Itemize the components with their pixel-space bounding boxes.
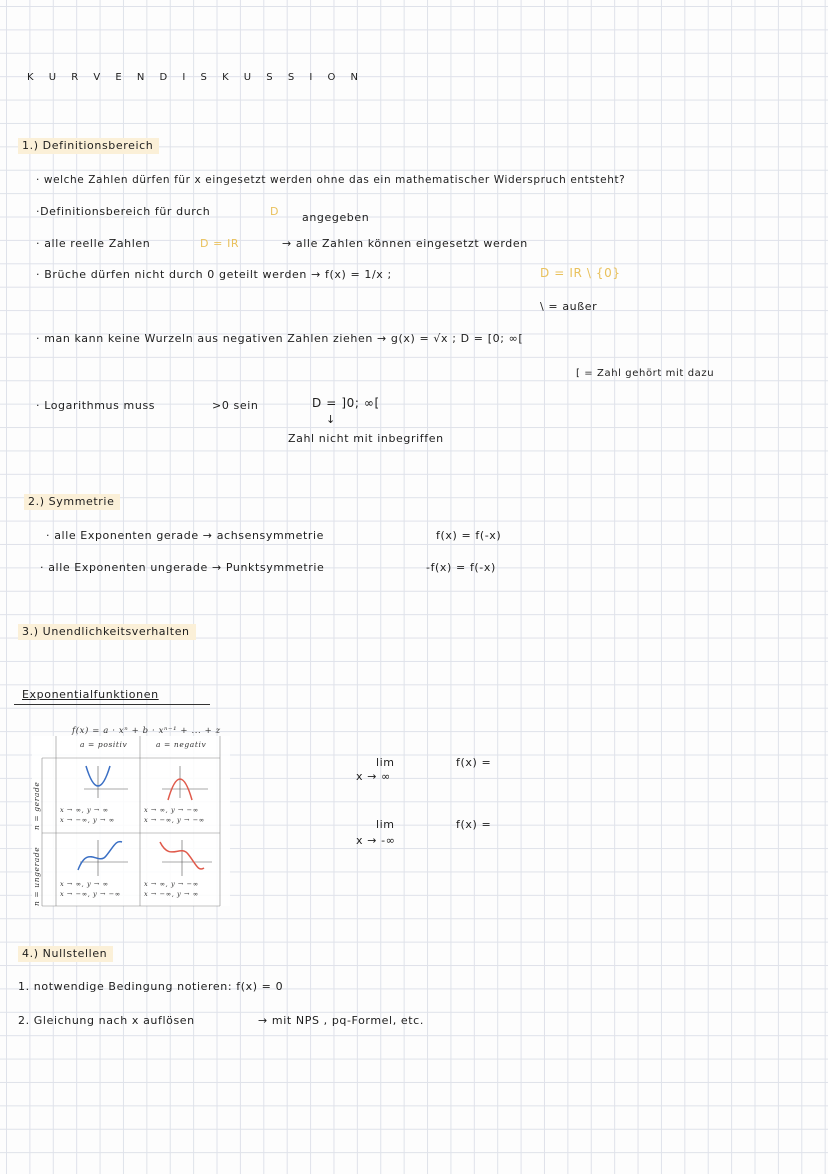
s4-line-1: 1. notwendige Bedingung notieren: f(x) = 0 (18, 980, 284, 993)
col-header-negative: a = negativ (156, 740, 207, 749)
section-3-heading: 3.) Unendlichkeitsverhalten (18, 624, 196, 640)
row-header-ungerade: n = ungerade (32, 846, 41, 906)
page-title: K U R V E N D I S K U S S I O N (27, 72, 365, 83)
section-2-heading: 2.) Symmetrie (24, 494, 120, 510)
s1-line-4a: · Brüche dürfen nicht durch 0 geteilt werden → f(x) = 1/x ; (36, 268, 392, 281)
cell-11-b: x → −∞, y → ∞ (60, 816, 115, 824)
s1-line-4-d: D = IR \ {0} (540, 266, 621, 280)
s2-line-1: · alle Exponenten gerade → achsensymmetrie (46, 529, 325, 542)
s1-line-6b: >0 sein (212, 399, 259, 412)
s1-line-5-note: [ = Zahl gehört mit dazu (576, 368, 715, 379)
cell-21-b: x → −∞, y → −∞ (60, 890, 121, 898)
limit-1-x: x → ∞ (356, 770, 391, 783)
s2-line-1-formula: f(x) = f(-x) (436, 529, 502, 542)
s4-line-2b: → mit NPS , pq-Formel, etc. (258, 1014, 424, 1027)
s2-line-2-formula: -f(x) = f(-x) (426, 561, 496, 574)
cell-12-a: x → ∞, y → −∞ (144, 806, 199, 814)
s1-line-6c: D = ]0; ∞[ (312, 396, 380, 410)
row-header-gerade: n = gerade (32, 781, 41, 830)
col-header-positive: a = positiv (80, 740, 128, 749)
s3-formula: f(x) = a · xⁿ + b · xⁿ⁻¹ + ... + z (72, 726, 221, 736)
limit-1-fx: f(x) = (456, 756, 492, 769)
limit-2-x: x → -∞ (356, 834, 396, 847)
s1-line-6a: · Logarithmus muss (36, 399, 156, 412)
s1-line-4-note: \ = außer (540, 300, 598, 313)
section-4-heading: 4.) Nullstellen (18, 946, 113, 962)
s1-line-6-note: Zahl nicht mit inbegriffen (288, 432, 444, 445)
end-behavior-table (32, 736, 230, 928)
s2-line-2: · alle Exponenten ungerade → Punktsymmetrie (40, 561, 325, 574)
s1-line-2b: angegeben (302, 211, 370, 224)
s1-line-3a: · alle reelle Zahlen (36, 237, 151, 250)
limit-2-label: lim (376, 818, 395, 831)
s3-subheading: Exponentialfunktionen (22, 688, 159, 701)
cell-12-b: x → −∞, y → −∞ (144, 816, 205, 824)
s1-line-2a: ·Definitionsbereich für durch (36, 205, 211, 218)
s1-line-1: · welche Zahlen dürfen für x eingesetzt werden ohne das ein mathematischer Widerspruch entsteht? (36, 174, 626, 186)
cell-21-a: x → ∞, y → ∞ (60, 880, 109, 888)
s1-line-3b: → alle Zahlen können eingesetzt werden (282, 237, 528, 250)
cell-11-a: x → ∞, y → ∞ (60, 806, 109, 814)
s1-line-3-d: D = IR (200, 237, 240, 250)
cell-22-a: x → ∞, y → −∞ (144, 880, 199, 888)
s1-line-2-d: D (270, 205, 280, 218)
s1-line-6-arrow: ↓ (326, 413, 336, 426)
cell-22-b: x → −∞, y → ∞ (144, 890, 199, 898)
subheading-underline (14, 704, 210, 705)
s4-line-2a: 2. Gleichung nach x auflösen (18, 1014, 195, 1027)
s1-line-5a: · man kann keine Wurzeln aus negativen Zahlen ziehen → g(x) = √x ; D = [0; ∞[ (36, 332, 524, 345)
limit-1-label: lim (376, 756, 395, 769)
limit-2-fx: f(x) = (456, 818, 492, 831)
section-1-heading: 1.) Definitionsbereich (18, 138, 159, 154)
